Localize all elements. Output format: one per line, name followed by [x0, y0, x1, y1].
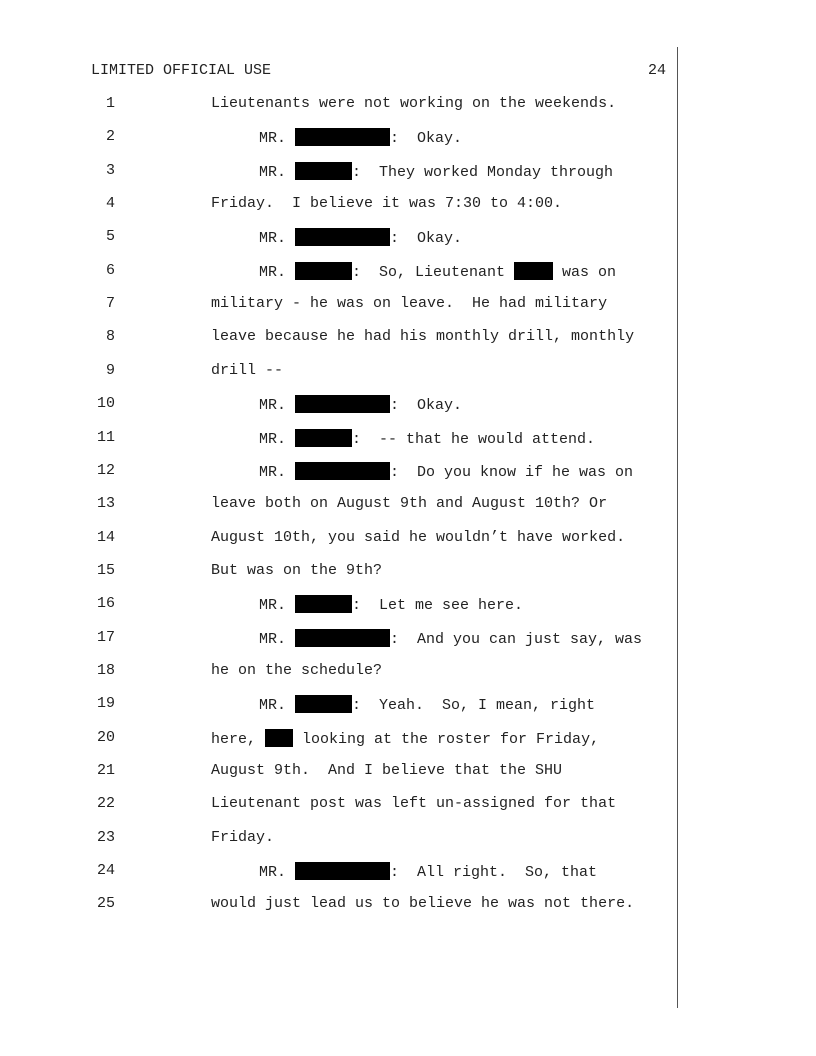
transcript-line [0, 159, 700, 183]
line-number: 7 [105, 295, 115, 313]
text-segment: : So, Lieutenant [352, 263, 515, 281]
line-number: 4 [105, 195, 115, 213]
text-segment: leave because he had his monthly drill, monthly [211, 328, 635, 346]
line-text [259, 629, 642, 648]
line-number: 17 [96, 628, 115, 646]
line-number: 13 [96, 495, 115, 513]
text-segment: : Okay. [390, 230, 463, 248]
redaction-box [295, 395, 390, 413]
line-number: 15 [96, 561, 115, 579]
line-number: 21 [96, 762, 115, 779]
line-number: 1 [105, 95, 115, 112]
transcript-line [0, 892, 700, 916]
line-number: 19 [96, 695, 115, 713]
text-segment: MR. [259, 864, 296, 882]
line-text [211, 562, 382, 579]
text-segment: he on the schedule? [211, 661, 383, 679]
text-segment: MR. [259, 597, 296, 615]
text-segment: drill -- [211, 361, 284, 379]
text-segment: : -- that he would attend. [352, 430, 596, 448]
text-segment: : And you can just say, was [390, 630, 643, 648]
transcript-line [0, 192, 700, 216]
line-number: 9 [105, 361, 115, 379]
text-segment: Friday. I believe it was 7:30 to 4:00. [211, 195, 563, 213]
line-text [211, 195, 562, 212]
line-number: 3 [105, 161, 115, 179]
line-text [211, 95, 616, 112]
text-segment: military - he was on leave. He had military [211, 295, 608, 313]
redaction-box [295, 862, 390, 880]
text-segment: August 10th, you said he wouldn’t have worked. [211, 528, 626, 546]
transcript-line [0, 459, 700, 483]
transcript-line [0, 359, 700, 383]
transcript-line [0, 325, 700, 349]
transcript-line [0, 426, 700, 450]
line-text [259, 462, 633, 481]
line-number: 6 [105, 261, 115, 279]
transcript-line [0, 292, 700, 316]
redaction-box [265, 729, 293, 747]
text-segment: looking at the roster for Friday, [293, 730, 600, 748]
transcript-line [0, 759, 700, 783]
text-segment: MR. [259, 463, 296, 481]
redaction-box [295, 462, 390, 480]
text-segment: was on [553, 263, 617, 281]
transcript-line [0, 626, 700, 650]
line-number: 8 [105, 328, 115, 346]
line-number: 20 [96, 728, 115, 746]
line-text [259, 862, 597, 881]
text-segment: would just lead us to believe he was not there. [211, 895, 635, 913]
redaction-box [295, 595, 352, 613]
line-number: 24 [96, 862, 115, 880]
line-number: 11 [96, 428, 115, 446]
transcript-line [0, 392, 700, 416]
transcript-line [0, 125, 700, 149]
line-text [211, 729, 599, 748]
text-segment: Lieutenants were not working on the weekends. [211, 95, 617, 112]
line-text [211, 529, 625, 546]
transcript-line [0, 592, 700, 616]
text-segment: MR. [259, 697, 296, 715]
line-text [211, 295, 607, 312]
redaction-box [295, 429, 352, 447]
text-segment: MR. [259, 230, 296, 248]
line-number: 12 [96, 461, 115, 479]
page-number: 24 [648, 62, 667, 79]
text-segment: : Let me see here. [352, 597, 524, 615]
transcript-line [0, 659, 700, 683]
line-text [211, 495, 607, 512]
transcript-line [0, 225, 700, 249]
transcript-line [0, 859, 700, 883]
redaction-box [295, 128, 390, 146]
redaction-box [295, 162, 352, 180]
line-number: 23 [96, 828, 115, 846]
transcript-line [0, 792, 700, 816]
text-segment: Lieutenant post was left un-assigned for that [211, 795, 617, 813]
line-text [259, 128, 462, 147]
redaction-box [295, 629, 390, 647]
line-number: 2 [105, 128, 115, 146]
text-segment: : They worked Monday through [352, 163, 614, 181]
redaction-box [295, 695, 352, 713]
line-text [259, 395, 462, 414]
redaction-box [295, 228, 390, 246]
text-segment: MR. [259, 630, 296, 648]
transcript-line [0, 826, 700, 850]
line-number: 14 [96, 528, 115, 546]
line-text [211, 662, 382, 679]
text-segment: here, [211, 730, 266, 748]
line-number: 25 [96, 895, 115, 913]
classification-header: LIMITED OFFICIAL USE [91, 62, 272, 79]
line-text [259, 429, 595, 448]
line-number: 22 [96, 795, 115, 813]
redaction-box [295, 262, 352, 280]
text-segment: MR. [259, 263, 296, 281]
text-segment: MR. [259, 130, 296, 148]
transcript-line [0, 492, 700, 516]
text-segment: MR. [259, 397, 296, 415]
line-text [211, 328, 634, 345]
text-segment: : Okay. [390, 397, 463, 415]
transcript-line [0, 259, 700, 283]
line-number: 18 [96, 661, 115, 679]
transcript-line [0, 526, 700, 550]
text-segment: : Do you know if he was on [390, 463, 634, 481]
line-text [211, 362, 283, 379]
line-number: 10 [96, 395, 115, 413]
transcript-line [0, 692, 700, 716]
text-segment: : Yeah. So, I mean, right [352, 697, 596, 715]
text-segment: August 9th. And I believe that the SHU [211, 762, 563, 779]
text-segment: But was on the 9th? [211, 561, 383, 579]
line-text [259, 162, 613, 181]
line-text [259, 262, 616, 281]
text-segment: MR. [259, 430, 296, 448]
text-segment: MR. [259, 163, 296, 181]
transcript-line [0, 559, 700, 583]
text-segment: : All right. So, that [390, 864, 598, 882]
line-text [211, 829, 274, 846]
text-segment: leave both on August 9th and August 10th? Or [211, 495, 608, 513]
text-segment: : Okay. [390, 130, 463, 148]
line-text [211, 895, 634, 912]
text-segment: Friday. [211, 828, 275, 846]
redaction-box [514, 262, 553, 280]
transcript-line [0, 726, 700, 750]
line-text [211, 795, 616, 812]
transcript-line [0, 92, 700, 116]
line-number: 5 [105, 228, 115, 246]
line-text [211, 762, 562, 779]
line-text [259, 595, 523, 614]
line-text [259, 695, 595, 714]
line-number: 16 [96, 595, 115, 613]
line-text [259, 228, 462, 247]
